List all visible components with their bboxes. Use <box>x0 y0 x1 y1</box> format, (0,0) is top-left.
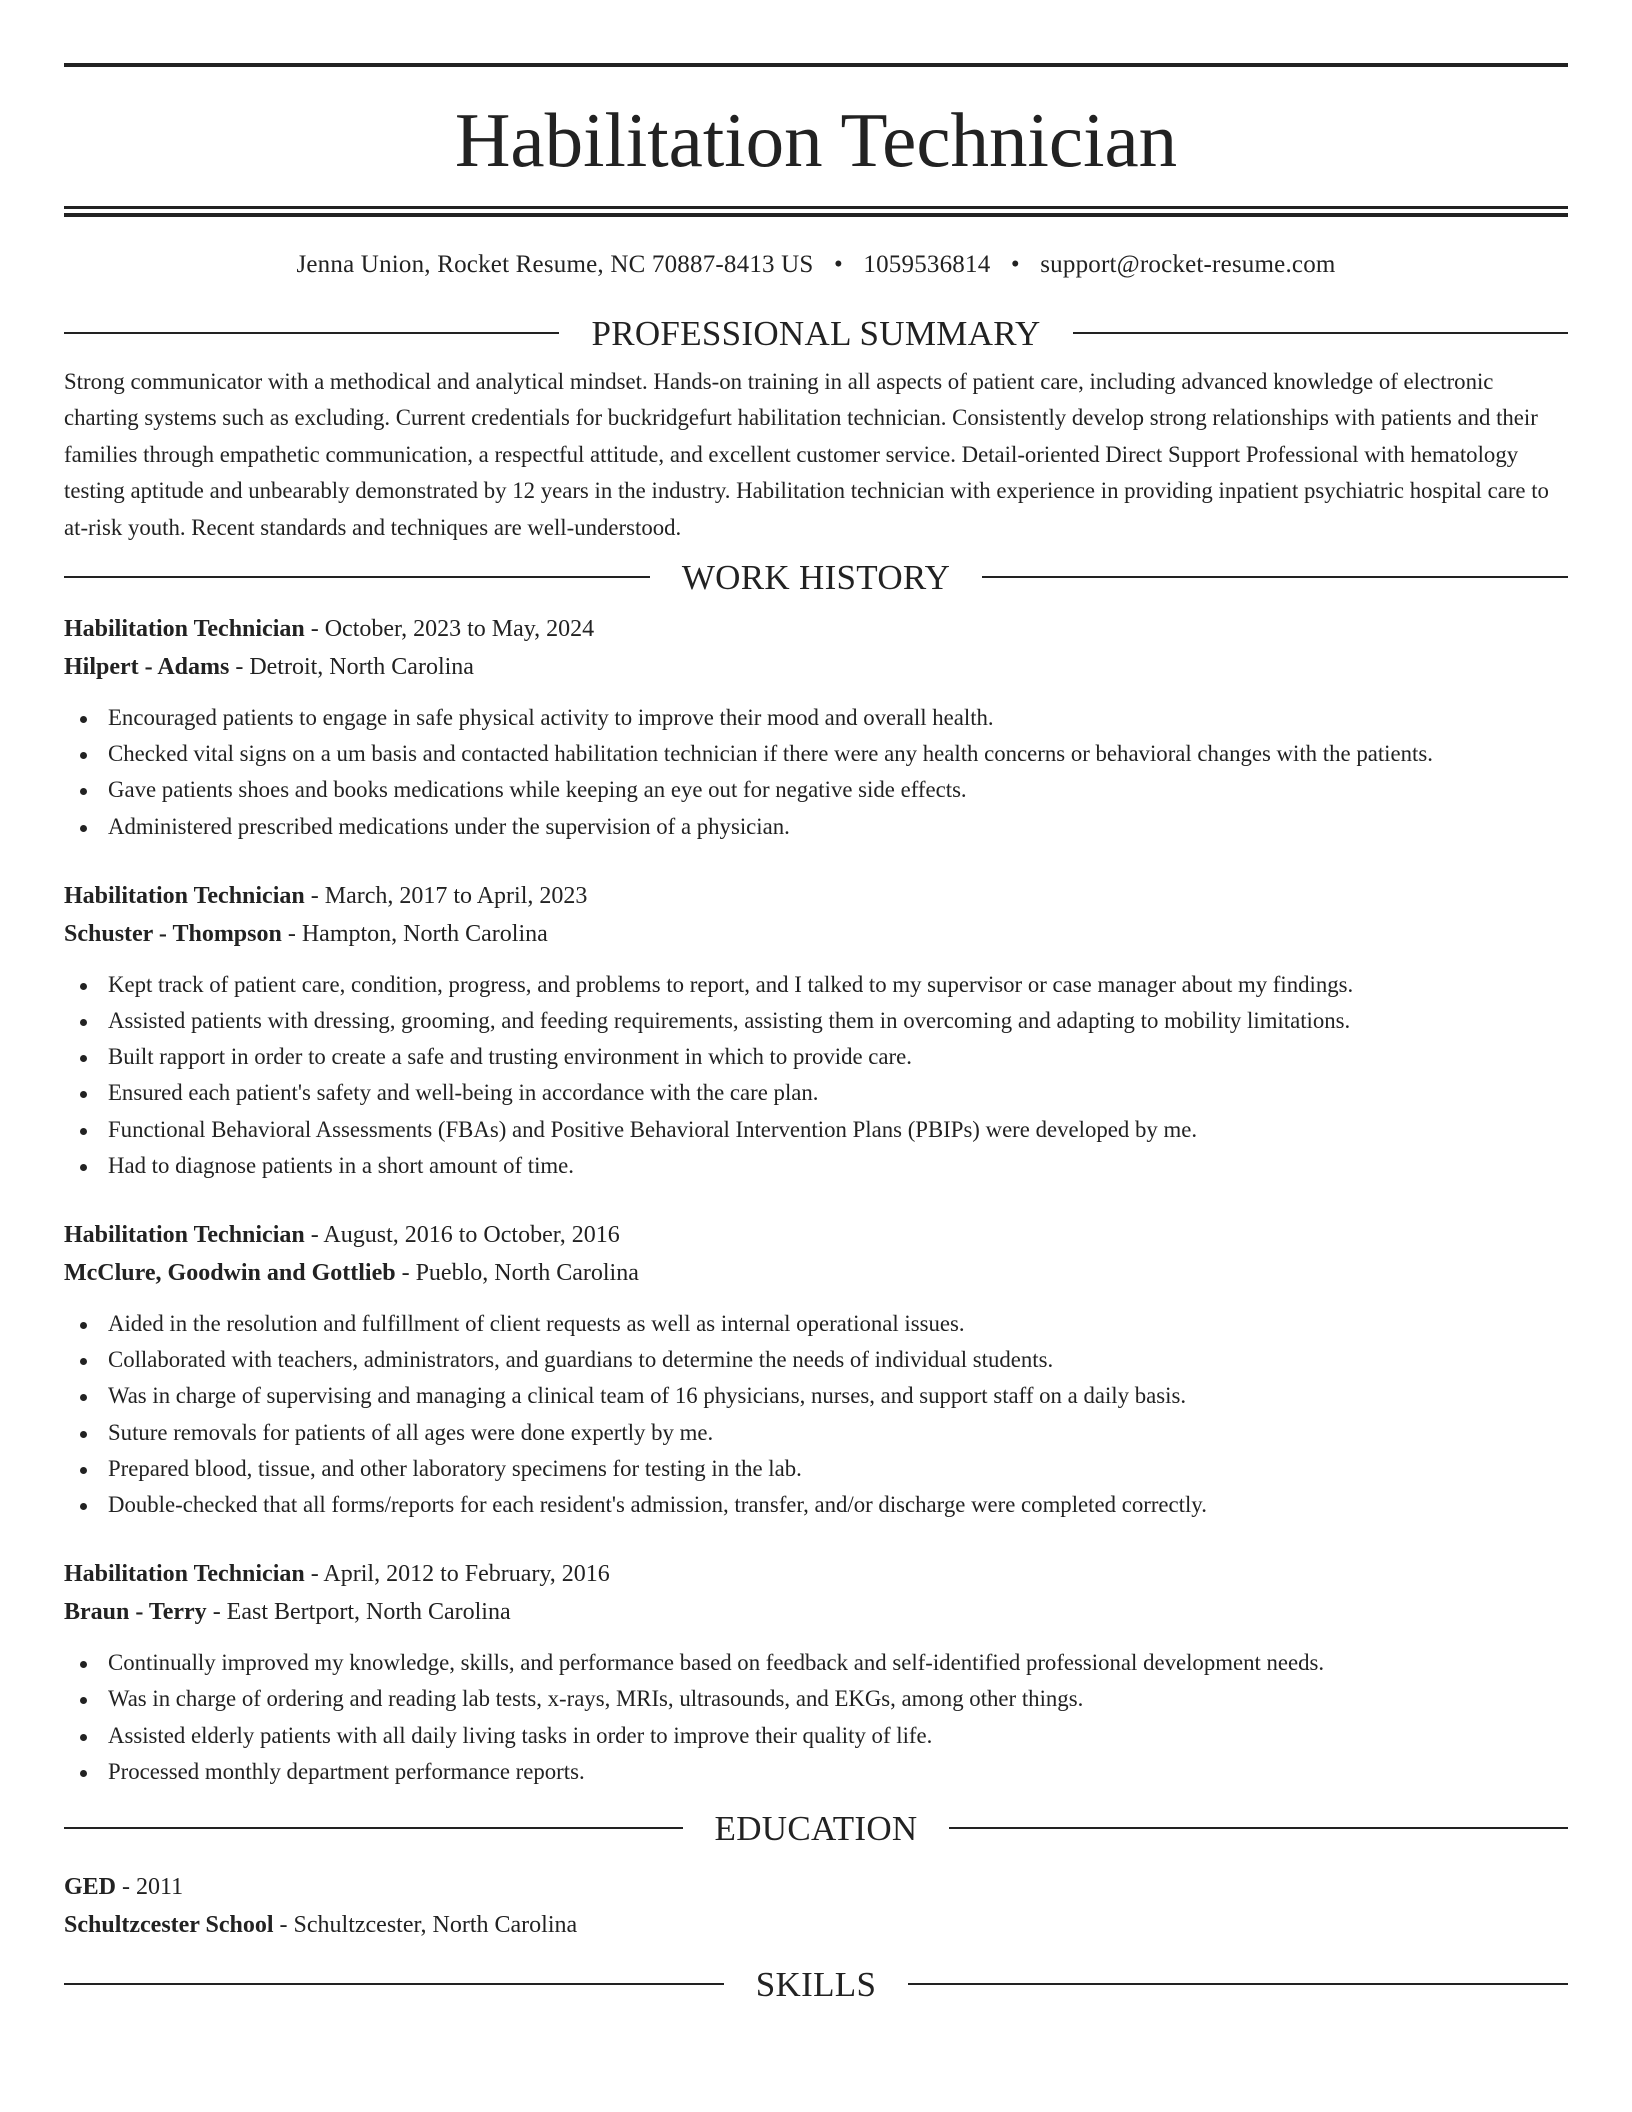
section-rule-right <box>949 1827 1568 1829</box>
job-company: Hilpert - Adams <box>64 654 230 681</box>
job-bullet: Continually improved my knowledge, skills, and performance based on feedback and self-identified professional development needs. <box>64 1645 1568 1681</box>
resume-name-title: Habilitation Technician <box>454 97 1178 183</box>
job-bullet: Encouraged patients to engage in safe physical activity to improve their mood and overall health. <box>64 700 1568 736</box>
summary-paragraph: Strong communicator with a methodical and analytical mindset. Hands-on training in all aspects of patient care, including advanced knowledge of electronic charting systems such as excluding. Current credentials for buckridgefurt habilitation technician. Consistently develop strong relationships with patients and their families through empathetic communication, a respectful attitude, and excellent customer service. Detail-oriented Direct Support Professional with hematology testing aptitude and unbearably demonstrated by 12 years in the industry. Habilitation technician with experience in providing inpatient psychiatric hospital care to at-risk youth. Recent standards and techniques are well-understood. <box>64 369 1549 540</box>
contact-address: Jenna Union, Rocket Resume, NC 70887-8413 US <box>296 251 814 278</box>
contact-phone: 1059536814 <box>863 251 991 278</box>
section-rule-right <box>908 1983 1568 1985</box>
job-bullet: Was in charge of supervising and managing a clinical team of 16 physicians, nurses, and support staff on a daily basis. <box>64 1378 1568 1414</box>
education-location: - Schultzcester, North Carolina <box>273 1912 578 1939</box>
job-bullet: Assisted patients with dressing, grooming, and feeding requirements, assisting them in overcoming and adapting to mobility limitations. <box>64 1003 1568 1039</box>
job-bullet: Ensured each patient's safety and well-being in accordance with the care plan. <box>64 1075 1568 1111</box>
job-role: Habilitation Technician <box>64 1222 305 1249</box>
education-entry <box>64 1868 1568 1944</box>
section-title-summary: PROFESSIONAL SUMMARY <box>591 313 1041 353</box>
job-role: Habilitation Technician <box>64 616 305 643</box>
job-company: Braun - Terry <box>64 1599 207 1626</box>
job-bullet: Prepared blood, tissue, and other laboratory specimens for testing in the lab. <box>64 1451 1568 1487</box>
section-rule-left <box>64 576 650 578</box>
job-title-line <box>64 1555 1568 1593</box>
job-bullet: Gave patients shoes and books medications while keeping an eye out for negative side effects. <box>64 772 1568 808</box>
job-entry <box>64 1216 1568 1523</box>
education-year: - 2011 <box>116 1874 184 1901</box>
section-rule-right <box>1073 332 1568 334</box>
job-bullet: Checked vital signs on a um basis and contacted habilitation technician if there were any health concerns or behavioral changes with the patients. <box>64 736 1568 772</box>
section-rule-right <box>982 576 1568 578</box>
job-company-line <box>64 915 1568 953</box>
section-title-work-history: WORK HISTORY <box>681 557 951 597</box>
section-rule-left <box>64 1983 724 1985</box>
job-bullet-list <box>64 1306 1568 1523</box>
section-header-work-history <box>64 557 1568 597</box>
section-rule-left <box>64 1827 683 1829</box>
job-role: Habilitation Technician <box>64 882 305 909</box>
job-bullet: Functional Behavioral Assessments (FBAs) and Positive Behavioral Intervention Plans (PBIPs) were developed by me. <box>64 1112 1568 1148</box>
job-location: - Hampton, North Carolina <box>281 920 548 947</box>
contact-line <box>64 251 1568 281</box>
job-bullet: Kept track of patient care, condition, progress, and problems to report, and I talked to my supervisor or case manager about my findings. <box>64 967 1568 1003</box>
job-role: Habilitation Technician <box>64 1561 305 1588</box>
job-company: Schuster - Thompson <box>64 920 282 947</box>
job-entry <box>64 610 1568 845</box>
job-bullet-list <box>64 1645 1568 1790</box>
job-title-line <box>64 610 1568 648</box>
job-bullet: Administered prescribed medications under the supervision of a physician. <box>64 809 1568 845</box>
job-company: McClure, Goodwin and Gottlieb <box>64 1260 396 1287</box>
job-dates: - April, 2012 to February, 2016 <box>304 1561 610 1588</box>
job-company-line <box>64 1593 1568 1631</box>
job-location: - East Bertport, North Carolina <box>206 1599 511 1626</box>
job-bullet: Built rapport in order to create a safe and trusting environment in which to provide care. <box>64 1039 1568 1075</box>
section-header-education <box>64 1808 1568 1848</box>
job-bullet-list <box>64 967 1568 1184</box>
contact-email: support@rocket-resume.com <box>1040 251 1336 278</box>
job-bullet: Assisted elderly patients with all daily living tasks in order to improve their quality of life. <box>64 1718 1568 1754</box>
section-title-education: EDUCATION <box>714 1808 918 1848</box>
job-location: - Detroit, North Carolina <box>229 654 474 681</box>
job-bullet-list <box>64 700 1568 845</box>
education-school-line <box>64 1906 1568 1944</box>
job-title-line <box>64 1216 1568 1254</box>
job-bullet: Had to diagnose patients in a short amount of time. <box>64 1148 1568 1184</box>
job-company-line <box>64 1254 1568 1292</box>
contact-separator: • <box>1010 251 1020 278</box>
job-bullet: Aided in the resolution and fulfillment of client requests as well as internal operational issues. <box>64 1306 1568 1342</box>
job-dates: - October, 2023 to May, 2024 <box>304 616 595 643</box>
section-header-skills <box>64 1964 1568 2004</box>
education-degree-line <box>64 1868 1568 1906</box>
job-title-line <box>64 877 1568 915</box>
job-dates: - August, 2016 to October, 2016 <box>304 1222 620 1249</box>
section-title-skills: SKILLS <box>755 1964 877 2004</box>
job-entry <box>64 1555 1568 1790</box>
contact-separator: • <box>833 251 843 278</box>
job-bullet: Was in charge of ordering and reading lab tests, x-rays, MRIs, ultrasounds, and EKGs, among other things. <box>64 1681 1568 1717</box>
job-bullet: Double-checked that all forms/reports for each resident's admission, transfer, and/or discharge were completed correctly. <box>64 1487 1568 1523</box>
job-location: - Pueblo, North Carolina <box>395 1260 639 1287</box>
section-header-summary <box>64 313 1568 353</box>
section-rule-left <box>64 332 559 334</box>
job-bullet: Processed monthly department performance reports. <box>64 1754 1568 1790</box>
job-company-line <box>64 648 1568 686</box>
job-bullet: Collaborated with teachers, administrators, and guardians to determine the needs of individual students. <box>64 1342 1568 1378</box>
job-bullet: Suture removals for patients of all ages were done expertly by me. <box>64 1415 1568 1451</box>
job-dates: - March, 2017 to April, 2023 <box>304 882 588 909</box>
header-double-rule <box>64 206 1568 217</box>
education-degree: GED <box>64 1874 117 1901</box>
education-school: Schultzcester School <box>64 1912 274 1939</box>
job-entry <box>64 877 1568 1184</box>
resume-page <box>0 63 1632 2112</box>
